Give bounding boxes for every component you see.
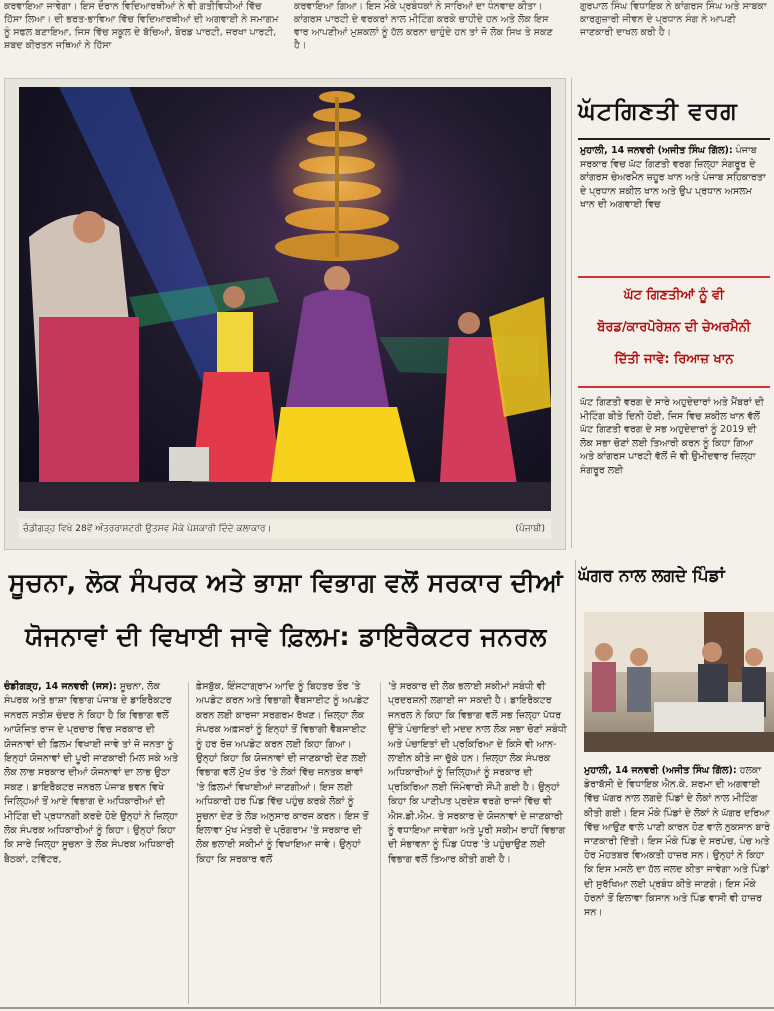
sidebar-body-2: ਘੱਟ ਗਿਣਤੀ ਵਰਗ ਦੇ ਸਾਰੇ ਅਹੁਦੇਦਾਰਾਂ ਅਤੇ ਮੈਂਬਰਾਂ ਦੀ ਮੀਟਿੰਗ ਬੀਤੇ ਦਿਨੀ ਹੋਈ, ਜਿਸ ਵਿਚ ਸ਼ਕੀਲ ਖਾਨ ਵੱਲੋਂ ਘੱਟ ਗਿਣਤੀ ਵਰਗ ਦੇ ਸਭ ਅਹੁਦੇਦਾਰਾਂ ਨੂੰ 2019 ਦੀ ਲੋਕ ਸਭਾ ਚੋਣਾਂ ਲਈ ਤਿਆਰੀ ਕਰਨ ਨੂੰ ਕਿਹਾ ਗਿਆ ਅਤੇ ਕਾਂਗਰਸ ਪਾਰਟੀ ਵੱਲੋਂ ਜੋ ਵੀ ਉਮੀਦਵਾਰ ਜ਼ਿਲ੍ਹਾ ਸੰਗਰੂਰ ਲਈ <box>580 397 764 476</box>
top-column-2: ਕਰਵਾਇਆ ਗਿਆ। ਇਸ ਮੌਕੇ ਪ੍ਰਬੰਧਕਾਂ ਨੇ ਸਾਰਿਆਂ ਦਾ ਧੰਨਵਾਦ ਕੀਤਾ। ਕਾਂਗਰਸ ਪਾਰਟੀ ਦੇ ਵਰਕਰਾਂ ਨਾਲ ਮੀਟਿੰਗ ਕਰਕੇ ਚਾਹੀਦੇ ਹਨ ਅਤੇ ਲੋਕ ਇਸ ਵਾਰ ਆਪਣੀਆਂ ਮੁਸ਼ਕਲਾਂ ਨੂੰ ਹੱਲ ਕਰਨਾ ਚਾਹੁੰਦੇ ਹਨ ਤਾਂ ਜੋ ਲੋਕ ਸਿਖ ਤੇ ਸਕਣ ਹੈ। <box>294 1 553 51</box>
dancer-center <box>269 266 419 497</box>
photo-illustration <box>19 87 551 511</box>
photo-credit: (ਪੰਜਾਬੀ) <box>515 524 545 534</box>
right-story-text: ਹਲਕਾ ਡੇਰਾਬੱਸੀ ਦੇ ਵਿਧਾਇਕ ਐਨ.ਕੇ. ਸ਼ਰਮਾ ਦੀ ਅਗਵਾਈ ਵਿੱਚ ਘੱਗਰ ਨਾਲ ਲਗਦੇ ਪਿੰਡਾਂ ਦੇ ਲੋਕਾਂ ਨਾਲ ਮੀਟਿੰਗ ਕੀਤੀ ਗਈ। ਇਸ ਮੌਕੇ ਪਿੰਡਾਂ ਦੇ ਲੋਕਾਂ ਨੇ ਘੱਗਰ ਦਰਿਆ ਵਿੱਚ ਆਉਣ ਵਾਲੇ ਪਾਣੀ ਕਾਰਨ ਹੋਣ ਵਾਲੇ ਨੁਕਸਾਨ ਬਾਰੇ ਜਾਣਕਾਰੀ ਦਿੱਤੀ। ਇਸ ਮੌਕੇ ਪਿੰਡ ਦੇ ਸਰਪੰਚ, ਪੰਚ ਅਤੇ ਹੋਰ ਮੋਹਤਬਰ ਵਿਅਕਤੀ ਹਾਜ਼ਰ ਸਨ। ਉਨ੍ਹਾਂ ਨੇ ਕਿਹਾ ਕਿ ਇਸ ਮਸਲੇ ਦਾ ਹੱਲ ਜਲਦ ਕੀਤਾ ਜਾਵੇਗਾ ਅਤੇ ਪਿੰਡਾਂ ਦੀ ਸੁਰੱਖਿਆ ਲਈ ਪ੍ਰਬੰਧ ਕੀਤੇ ਜਾਣਗੇ। ਇਸ ਮੌਕੇ ਹੋਰਨਾਂ ਤੋਂ ਇਲਾਵਾ ਕਿਸਾਨ ਅਤੇ ਪਿੰਡ ਵਾਸੀ ਵੀ ਹਾਜ਼ਰ ਸਨ। <box>584 765 770 919</box>
main-article <box>4 680 569 1010</box>
column-rule-2 <box>380 682 381 1004</box>
dancer-right <box>439 297 551 497</box>
sidebar-heading: ਘੱਟਗਿਣਤੀ ਵਰਗ <box>578 97 738 125</box>
dance-performance-photo <box>19 87 551 511</box>
article-column-2: ਫ਼ੇਸਬੁੱਕ, ਇੰਸਟਾਗ੍ਰਾਮ ਆਦਿ ਨੂੰ ਬਿਹਤਰ ਤੌਰ 'ਤੇ ਅਪਡੇਟ ਕਰਨ ਅਤੇ ਵਿਭਾਗੀ ਵੈੱਬਸਾਈਟ ਨੂੰ ਅਪਡੇਟ ਕਰਨ ਲਈ ਕਾਰਜਾ ਸਰਗਰਮ ਰੱਖਣ। ਜ਼ਿਲ੍ਹਾ ਲੋਕ ਸੰਪਰਕ ਅਫ਼ਸਰਾਂ ਨੂੰ ਇਨ੍ਹਾਂ ਤੋਂ ਵਿਭਾਗੀ ਵੈੱਬਸਾਈਟ ਨੂੰ ਹਰ ਰੋਜ਼ ਅਪਡੇਟ ਕਰਨ ਲਈ ਕਿਹਾ ਗਿਆ। ਉਨ੍ਹਾਂ ਕਿਹਾ ਕਿ ਯੋਜਨਾਵਾਂ ਦੀ ਜਾਣਕਾਰੀ ਦੇਣ ਲਈ ਵਿਭਾਗ ਵਲੋਂ ਮੁੱਖ ਤੌਰ 'ਤੇ ਲੋਕਾਂ ਵਿੱਚ ਜਨਤਕ ਥਾਵਾਂ 'ਤੇ ਫ਼ਿਲਮਾਂ ਵਿਖਾਈਆਂ ਜਾਣਗੀਆਂ। ਇਸ ਲਈ ਅਧਿਕਾਰੀ ਹਰ ਪਿੰਡ ਵਿੱਚ ਪਹੁੰਚ ਕਰਕੇ ਲੋਕਾਂ ਨੂੰ ਸੂਚਨਾ ਦੇਣ ਤੇ ਲੋੜ ਅਨੁਸਾਰ ਕਾਰਜ ਕਰਨ। ਇਸ ਤੋਂ ਇਲਾਵਾ ਮੁੱਖ ਮੰਤਰੀ ਦੇ ਪ੍ਰੋਗਰਾਮ 'ਤੇ ਸਰਕਾਰ ਦੀ ਲੋਕ ਭਲਾਈ ਸਕੀਮਾਂ ਨੂੰ ਵਿਖਾਇਆ ਜਾਵੇ। ਉਨ੍ਹਾਂ ਕਿਹਾ ਕਿ ਸਰਕਾਰ ਵਲੋਂ <box>196 681 369 865</box>
meeting-photo <box>584 612 774 752</box>
dancer-left <box>29 211 139 502</box>
sidebar-subheading-line-3: ਦਿੱਤੀ ਜਾਵੇ: ਰਿਆਜ਼ ਖਾਨ <box>614 352 734 367</box>
photo-caption-bar <box>19 519 551 539</box>
column-rule-1 <box>188 682 189 1004</box>
bottom-rule <box>0 1007 774 1009</box>
article-text-1: ਸੂਚਨਾ, ਲੋਕ ਸੰਪਰਕ ਅਤੇ ਭਾਸ਼ਾ ਵਿਭਾਗ ਪੰਜਾਬ ਦੇ ਡਾਇਰੈਕਟਰ ਜਨਰਲ ਸਤੀਸ਼ ਚੰਦਰ ਨੇ ਕਿਹਾ ਹੈ ਕਿ ਵਿਭਾਗ ਵਲੋਂ ਆਯੋਜਿਤ ਰਾਜ ਦੇ ਪ੍ਰਚਾਰ ਵਿਚ ਸਰਕਾਰ ਦੀ ਯੋਜਨਾਵਾਂ ਦੀ ਫ਼ਿਲਮ ਵਿਖਾਈ ਜਾਵੇ ਤਾਂ ਜੋ ਜਨਤਾ ਨੂੰ ਇਨ੍ਹਾਂ ਯੋਜਨਾਵਾਂ ਦੀ ਪੂਰੀ ਜਾਣਕਾਰੀ ਮਿਲ ਸਕੇ ਅਤੇ ਲੋਕ ਲਾਭ ਸਰਕਾਰ ਦੀਆਂ ਯੋਜਨਾਵਾਂ ਦਾ ਲਾਭ ਉਠਾ ਸਕਣ। ਡਾਇਰੈਕਟਰ ਜਨਰਲ ਪੰਜਾਬ ਭਵਨ ਵਿਖੇ ਜਿਲ੍ਹਿਆਂ ਤੋਂ ਆਏ ਵਿਭਾਗ ਦੇ ਅਧਿਕਾਰੀਆਂ ਦੀ ਮੀਟਿੰਗ ਦੀ ਪ੍ਰਧਾਨਗੀ ਕਰਦੇ ਹੋਏ ਉਨ੍ਹਾਂ ਨੇ ਜ਼ਿਲ੍ਹਾ ਲੋਕ ਸੰਪਰਕ ਅਧਿਕਾਰੀਆਂ ਨੂੰ ਕਿਹਾ। ਉਨ੍ਹਾਂ ਕਿਹਾ ਕਿ ਸਾਰੇ ਜਿਲ੍ਹਾ ਸੂਚਨਾ ਤੇ ਲੋਕ ਸੰਪਰਕ ਅਧਿਕਾਰੀ ਬੈਠਕਾਂ, ਟਵਿੱਟਰ, <box>4 681 179 865</box>
right-story-body <box>584 764 770 1008</box>
main-headline-line-1: ਸੂਚਨਾ, ਲੋਕ ਸੰਪਰਕ ਅਤੇ ਭਾਸ਼ਾ ਵਿਭਾਗ ਵਲੋਂ ਸਰਕਾਰ ਦੀਆਂ <box>8 568 564 597</box>
photo-frame <box>4 78 566 550</box>
right-story-headline: ਘੱਗਰ ਨਾਲ ਲਗਦੇ ਪਿੰਡਾਂ <box>578 566 725 586</box>
article-column-1 <box>4 680 182 1008</box>
sidebar-subheading-box <box>578 276 770 388</box>
photo-caption: ਚੰਡੀਗੜ੍ਹ ਵਿਖੇ 28ਵੇਂ ਅੰਤਰਰਾਸ਼ਟਰੀ ਉਤਸਵ ਮੌਕੇ ਪੇਸ਼ਕਾਰੀ ਦਿੰਦੇ ਕਲਾਕਾਰ। <box>23 524 272 534</box>
sidebar-dateline: ਮੁਹਾਲੀ, 14 ਜਨਵਰੀ (ਅਜੀਤ ਸਿੰਘ ਗਿੱਲ): <box>580 145 733 156</box>
column-rule-3 <box>575 560 576 1006</box>
lamp-tower <box>267 91 407 261</box>
top-column-3: ਗੁਰਪਾਲ ਸਿੰਘ ਵਿਧਾਇਕ ਨੇ ਕਾਂਗਰਸ ਸਿੰਘ ਅਤੇ ਸਾਬਕਾ ਕਾਰਗੁਜ਼ਾਰੀ ਜੀਵਨ ਦੇ ਪ੍ਰਧਾਨ ਸੰਗ ਨੇ ਆਪਣੀ ਜਾਣਕਾਰੀ ਦਾਖਲ ਕਰੀ ਹੈ। <box>580 1 767 38</box>
sidebar-rule <box>578 138 770 140</box>
top-column-1: ਕਰਵਾਇਆ ਜਾਵੇਗਾ। ਇਸ ਦੌਰਾਨ ਵਿਦਿਆਰਥੀਆਂ ਨੇ ਵੀ ਗਤੀਵਿਧੀਆਂ ਵਿੱਚ ਹਿੱਸਾ ਲਿਆ। ਦੀ ਭਰਤ-ਭਾਵਿਆ ਵਿੱਚ ਵਿਦਿਆਰਥੀਆਂ ਦੀ ਅਗਵਾਈ ਨੇ ਸਮਾਗਮ ਨੂੰ ਸਫਲ ਬਣਾਇਆ, ਜਿਸ ਵਿੱਚ ਸਕੂਲ ਦੇ ਬੱਚਿਆਂ, ਬੋਰਡ ਪਾਰਟੀ, ਜਰਖਾ ਪਾਰਟੀ, ਸ਼ਬਦ ਕੀਰਤਨ ਜਥਿਆਂ ਨੇ ਹਿੱਸਾ <box>4 1 279 51</box>
column-divider <box>571 78 572 548</box>
main-headline-line-2: ਯੋਜਨਾਵਾਂ ਦੀ ਵਿਖਾਈ ਜਾਵੇ ਫ਼ਿਲਮ: ਡਾਇਰੈਕਟਰ ਜਨਰਲ <box>25 622 547 651</box>
right-story-dateline: ਮੁਹਾਲੀ, 14 ਜਨਵਰੀ (ਅਜੀਤ ਸਿੰਘ ਗਿੱਲ): <box>584 765 737 776</box>
sidebar-text-1: ਪੰਜਾਬ ਸਰਕਾਰ ਵਿਚ ਘੱਟ ਗਿਣਤੀ ਵਰਗ ਜ਼ਿਲ੍ਹਾ ਸੰਗਰੂਰ ਦੇ ਕਾਂਗਰਸ ਚੇਅਰਮੈਨ ਜ਼ਹੂਰ ਖਾਨ ਅਤੇ ਪੰਜਾਬ ਸਹਿਕਾਰਤਾ ਦੇ ਪ੍ਰਧਾਨ ਸ਼ਕੀਲ ਖਾਨ ਅਤੇ ਉਪ ਪ੍ਰਧਾਨ ਅਸਲਮ ਖਾਨ ਦੀ ਅਗਵਾਈ ਵਿਚ <box>580 145 766 211</box>
sidebar-subheading-line-2: ਬੋਰਡ/ਕਾਰਪੋਰੇਸ਼ਨ ਦੀ ਚੇਅਰਮੈਨੀ <box>597 320 751 335</box>
top-continuation-strip <box>0 0 774 72</box>
sidebar-body-1 <box>580 144 768 272</box>
article-dateline: ਚੰਡੀਗੜ੍ਹ, 14 ਜਨਵਰੀ (ਜਸ): <box>4 681 117 692</box>
meeting-illustration <box>584 612 774 752</box>
sidebar-subheading-line-1: ਘੱਟ ਗਿਣਤੀਆਂ ਨੂੰ ਵੀ <box>623 288 725 303</box>
article-column-3: 'ਤੇ ਸਰਕਾਰ ਦੀ ਲੋਕ ਭਲਾਈ ਸਕੀਮਾਂ ਸਬੰਧੀ ਵੀ ਪ੍ਰਦਰਸ਼ਨੀ ਲਗਾਈ ਜਾ ਸਕਦੀ ਹੈ। ਡਾਇਰੈਕਟਰ ਜਨਰਲ ਨੇ ਕਿਹਾ ਕਿ ਵਿਭਾਗ ਵਲੋਂ ਸਭ ਜ਼ਿਲ੍ਹਾ ਪੱਧਰ ਉੱਤੇ ਪੰਚਾਇਤਾਂ ਦੀ ਮਦਦ ਨਾਲ ਲੋਕ ਸਭਾ ਚੋਣਾਂ ਸਬੰਧੀ ਅਤੇ ਪੰਚਾਇਤਾਂ ਦੀ ਪ੍ਰਕਿਰਿਆ ਦੇ ਕਿਸੇ ਵੀ ਆਨ-ਲਾਈਨ ਕੀਤੇ ਜਾ ਚੁੱਕੇ ਹਨ। ਜ਼ਿਲ੍ਹਾ ਲੋਕ ਸੰਪਰਕ ਅਧਿਕਾਰੀਆਂ ਨੂੰ ਜ਼ਿਲ੍ਹਿਆਂ ਨੂੰ ਸਰਕਾਰ ਦੀ ਪ੍ਰਕਿਰਿਆ ਲਈ ਜਿੰਮੇਵਾਰੀ ਸੌਂਪੀ ਗਈ ਹੈ। ਉਨ੍ਹਾਂ ਕਿਹਾ ਕਿ ਪਾਣੀਪਤ ਪ੍ਰਦੇਸ਼ ਵਰਗੇ ਰਾਜਾਂ ਵਿੱਚ ਵੀ ਐਸ.ਡੀ.ਐਮ. ਤੇ ਸਰਕਾਰ ਦੇ ਯੋਜਨਾਵਾਂ ਦੇ ਜਾਣਕਾਰੀ ਨੂੰ ਵਧਾਇਆ ਜਾਵੇਗਾ ਅਤੇ ਪੂਰੀ ਸਕੀਮ ਰਾਹੀਂ ਵਿਭਾਗ ਦੀ ਸੰਭਾਵਨਾ ਨੂੰ ਪਿੰਡ ਪੱਧਰ 'ਤੇ ਪਹੁੰਚਾਉਣ ਲਈ ਵਿਭਾਗ ਵਲੋਂ ਤਿਆਰ ਕੀਤੀ ਗਈ ਹੈ। <box>388 681 567 865</box>
